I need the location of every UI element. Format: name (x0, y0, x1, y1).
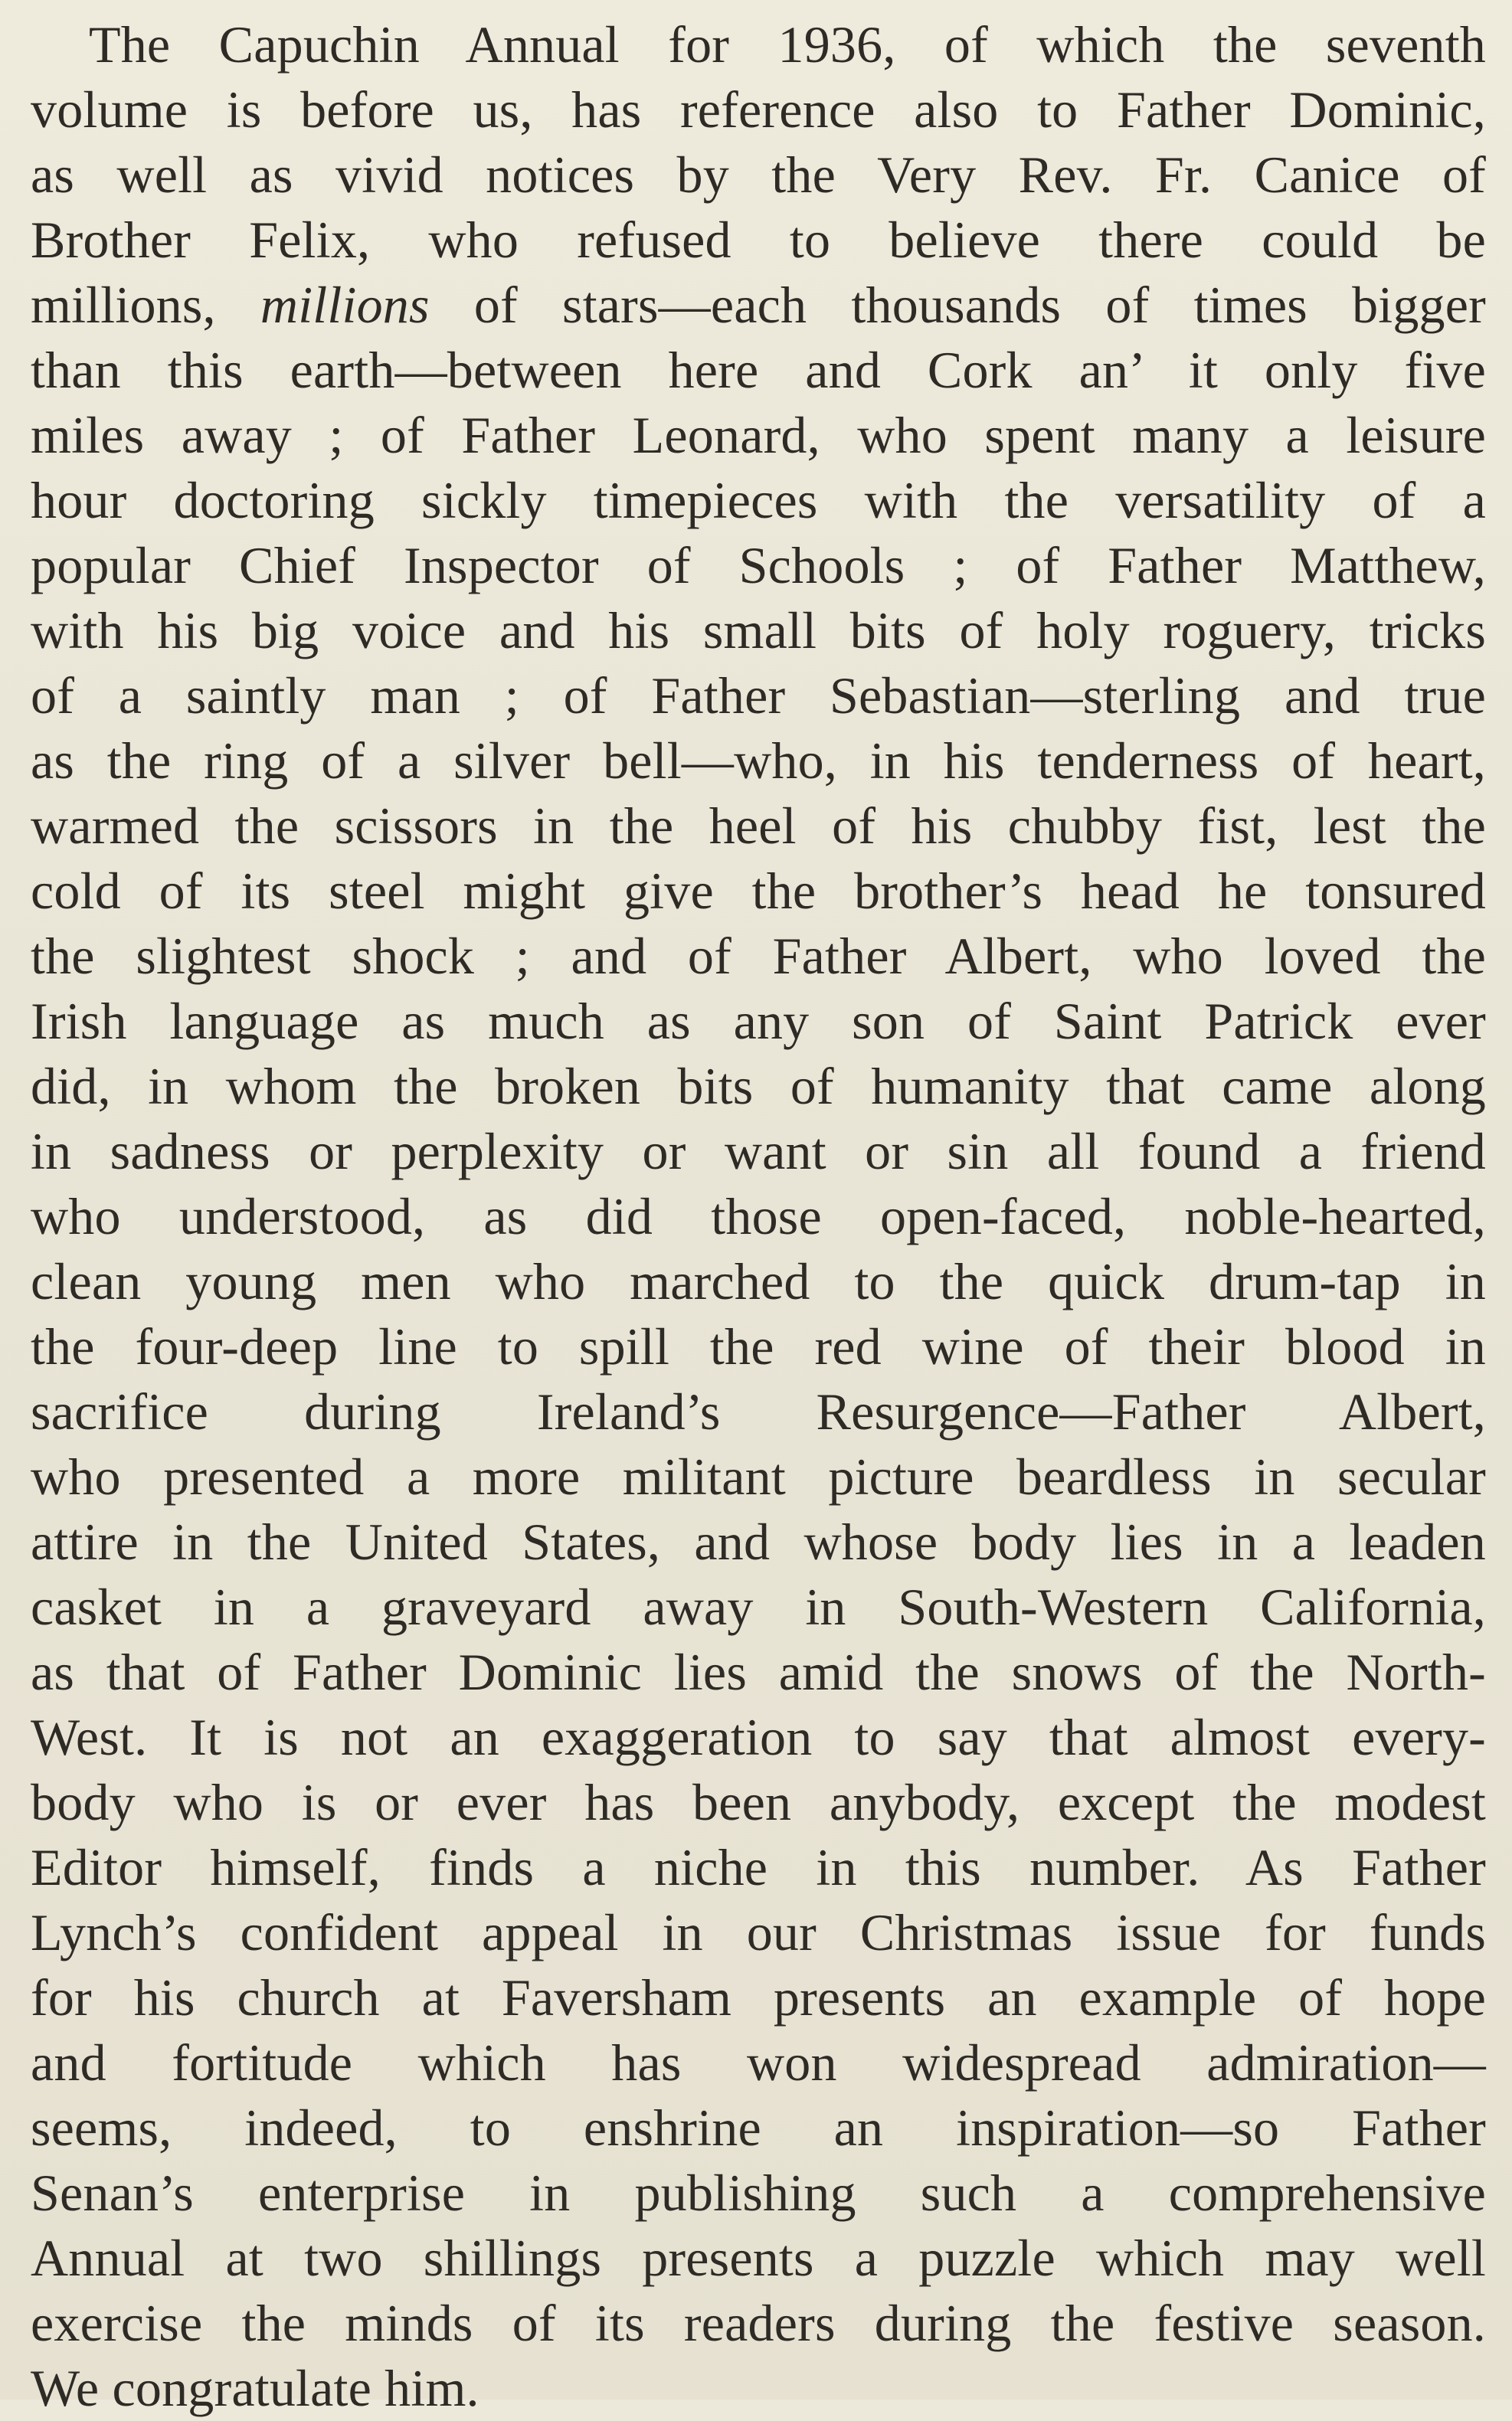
text-span: millions, (31, 276, 260, 334)
text-span: of stars—each thousands of times bigger (429, 276, 1486, 334)
text-line: as the ring of a silver bell—who, in his tenderness of heart, (31, 731, 1486, 790)
text-line: and fortitude which has won widespread admiration— (31, 2033, 1486, 2092)
text-line: warmed the scissors in the heel of his chubby fist, lest the (31, 797, 1486, 855)
text-line: Brother Felix, who refused to believe there could be (31, 211, 1486, 269)
text-line: cold of its steel might give the brother’s head he tonsured (31, 862, 1486, 920)
text-line: as that of Father Dominic lies amid the snows of the North- (31, 1643, 1486, 1701)
text-line: clean young men who marched to the quick drum-tap in (31, 1252, 1486, 1310)
text-line: of a saintly man ; of Father Sebastian—sterling and true (31, 666, 1486, 725)
italic-emphasis: millions (260, 276, 430, 334)
text-line: did, in whom the broken bits of humanity that came along (31, 1057, 1486, 1115)
text-line: with his big voice and his small bits of holy roguery, tricks (31, 601, 1486, 659)
text-line: body who is or ever has been anybody, except the modest (31, 1773, 1486, 1831)
text-line: as well as vivid notices by the Very Rev. Fr. Canice of (31, 146, 1486, 204)
text-line: for his church at Faversham presents an example of hope (31, 1968, 1486, 2027)
text-line: the slightest shock ; and of Father Albert, who loved the (31, 927, 1486, 985)
text-line: who understood, as did those open-faced, noble-hearted, (31, 1187, 1486, 1245)
text-line: We congratulate him. (31, 2359, 479, 2417)
text-line (31, 273, 1486, 338)
text-line: hour doctoring sickly timepieces with the versatility of a (31, 471, 1486, 529)
text-line: sacrifice during Ireland’s Resurgence—Father Albert, (31, 1382, 1486, 1441)
text-line: miles away ; of Father Leonard, who spent many a leisure (31, 406, 1486, 464)
text-line: who presented a more militant picture beardless in secular (31, 1448, 1486, 1506)
text-line: Annual at two shillings presents a puzzle which may well (31, 2229, 1486, 2287)
text-line: attire in the United States, and whose body lies in a leaden (31, 1513, 1486, 1571)
text-line: the four-deep line to spill the red wine of their blood in (31, 1317, 1486, 1376)
text-line: seems, indeed, to enshrine an inspiration—so Father (31, 2099, 1486, 2157)
text-line: casket in a graveyard away in South-Western California, (31, 1578, 1486, 1636)
text-line: The Capuchin Annual for 1936, of which the seventh (89, 15, 1486, 74)
text-line: in sadness or perplexity or want or sin all found a friend (31, 1122, 1486, 1180)
text-line: Irish language as much as any son of Saint Patrick ever (31, 992, 1486, 1050)
text-line: volume is before us, has reference also to Father Dominic, (31, 80, 1486, 139)
text-line: than this earth—between here and Cork an’ it only five (31, 341, 1486, 399)
article-text-column (31, 12, 1486, 2421)
text-line: popular Chief Inspector of Schools ; of Father Matthew, (31, 536, 1486, 594)
text-line: Senan’s enterprise in publishing such a comprehensive (31, 2164, 1486, 2222)
text-line: Editor himself, finds a niche in this number. As Father (31, 1838, 1486, 1896)
text-line: Lynch’s confident appeal in our Christmas issue for funds (31, 1903, 1486, 1961)
text-line: exercise the minds of its readers during the festive season. (31, 2294, 1486, 2352)
text-line: West. It is not an exaggeration to say that almost every- (31, 1708, 1486, 1766)
